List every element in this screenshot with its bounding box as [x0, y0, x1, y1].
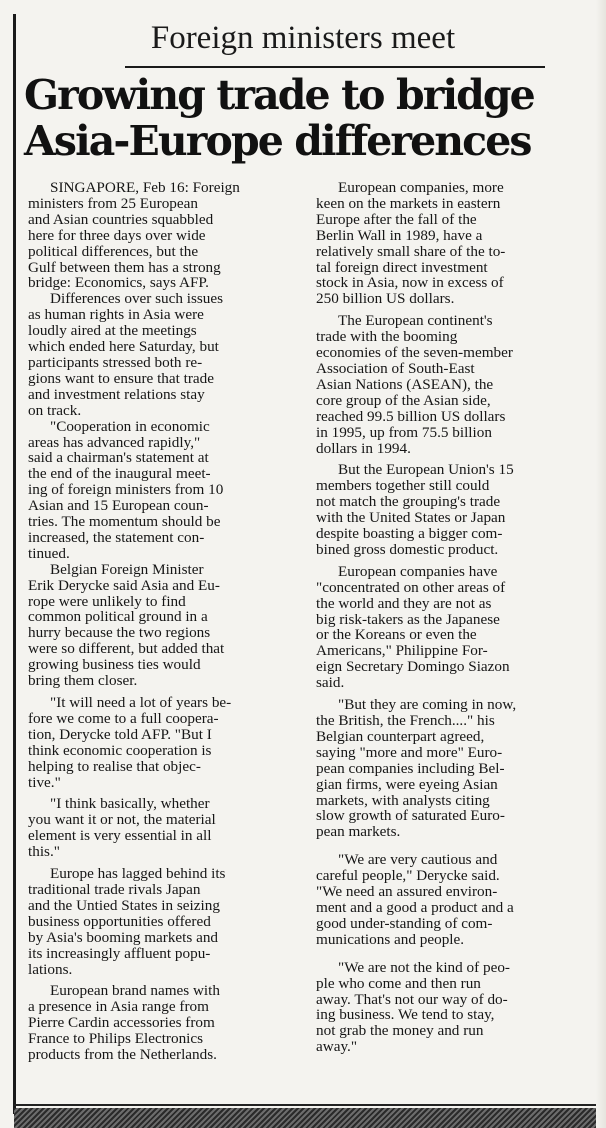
- article-line: ing business. We tend to stay,: [316, 1006, 495, 1024]
- article-paragraph: [28, 180, 296, 291]
- article-line: "We are not the kind of peo-: [338, 958, 510, 976]
- article-line: the British, the French...." his: [316, 712, 495, 729]
- article-paragraph: [316, 960, 586, 1055]
- article-line: Erik Derycke said Asia and Eu-: [28, 576, 220, 594]
- article-paragraph: [316, 697, 586, 840]
- article-line: rope were unlikely to find: [28, 592, 186, 610]
- article-line: pean markets.: [316, 823, 401, 841]
- article-line: slow growth of saturated Euro-: [316, 807, 505, 825]
- article-line: away. That's not our way of do-: [316, 990, 508, 1008]
- article-line: tal foreign direct investment: [316, 258, 488, 276]
- article-line: which ended here Saturday, but: [28, 338, 219, 356]
- article-line: The European continent's: [338, 312, 493, 330]
- article-line: careful people," Derycke said.: [316, 867, 500, 885]
- article-line: as human rights in Asia were: [28, 306, 204, 324]
- article-line: Differences over such issues: [50, 290, 224, 308]
- article-line: said a chairman's statement at: [28, 449, 209, 467]
- article-line: "It will need a lot of years be-: [50, 694, 232, 711]
- article-paragraph: [28, 419, 296, 562]
- article-line: and investment relations stay: [28, 385, 205, 403]
- article-line: Pierre Cardin accessories from: [28, 1014, 215, 1032]
- article-line: away.": [316, 1038, 358, 1056]
- article-line: not grab the money and run: [316, 1022, 484, 1040]
- article-line: think economic cooperation is: [28, 741, 212, 759]
- page-edge-shadow: [596, 0, 606, 1128]
- article-line: with the United States or Japan: [316, 509, 506, 527]
- article-line: "I think basically, whether: [50, 795, 210, 813]
- article-line: eign Secretary Domingo Siazon: [316, 658, 510, 676]
- article-line: here for three days over wide: [28, 226, 206, 244]
- article-line: European brand names with: [50, 982, 220, 1000]
- article-line: "We are very cautious and: [338, 851, 498, 869]
- article-line: loudly aired at the meetings: [28, 322, 197, 340]
- main-headline: [24, 72, 596, 164]
- article-column-left: [28, 180, 296, 1063]
- article-line: saying "more and more" Euro-: [316, 743, 503, 761]
- paragraph-gap: [316, 948, 586, 960]
- article-line: increased, the statement con-: [28, 528, 205, 546]
- article-line: Belgian Foreign Minister: [50, 560, 204, 578]
- article-line: economies of the seven-member: [316, 344, 513, 362]
- article-line: products from the Netherlands.: [28, 1046, 217, 1064]
- article-paragraph: [28, 562, 296, 689]
- article-line: ministers from 25 European: [28, 194, 198, 212]
- article-line: Belgian counterpart agreed,: [316, 727, 485, 745]
- article-line: Association of South-East: [316, 359, 475, 377]
- article-paragraph: [28, 796, 296, 860]
- article-line: bridge: Economics, says AFP.: [28, 274, 209, 292]
- article-line: Asian and 15 European coun-: [28, 497, 209, 515]
- article-line: ment and a good a product and a: [316, 898, 514, 916]
- headline-line-2: Asia-Europe differences: [24, 117, 531, 165]
- article-line: bined gross domestic product.: [316, 540, 499, 558]
- article-line: by Asia's booming markets and: [28, 928, 219, 946]
- article-paragraph: [316, 852, 586, 947]
- article-line: said.: [316, 674, 345, 692]
- article-line: or the Koreans or even the: [316, 626, 477, 644]
- article-line: munications and people.: [316, 930, 465, 948]
- article-line: Europe has lagged behind its: [50, 865, 226, 883]
- bottom-rule: [14, 1104, 606, 1106]
- article-line: traditional trade rivals Japan: [28, 880, 201, 898]
- article-line: Berlin Wall in 1989, have a: [316, 226, 483, 244]
- article-paragraph: [316, 180, 586, 307]
- article-line: stock in Asia, now in excess of: [316, 274, 504, 292]
- article-paragraph: [316, 462, 586, 557]
- article-line: "We need an assured environ-: [316, 883, 498, 901]
- article-line: tinued.: [28, 544, 70, 562]
- article-paragraph: [316, 313, 586, 456]
- article-line: But the European Union's 15: [338, 461, 514, 479]
- bottom-pattern-band: [14, 1108, 606, 1128]
- article-line: gions want to ensure that trade: [28, 369, 214, 387]
- article-line: dollars in 1994.: [316, 439, 411, 457]
- article-line: ple who come and then run: [316, 974, 481, 992]
- article-paragraph: [28, 695, 296, 790]
- article-line: fore we come to a full coopera-: [28, 709, 219, 727]
- article-line: on track.: [28, 401, 82, 419]
- article-line: "Cooperation in economic: [50, 417, 210, 435]
- left-border-rule: [13, 14, 16, 1114]
- article-line: "But they are coming in now,: [338, 696, 517, 714]
- article-line: this.": [28, 843, 60, 861]
- article-line: helping to realise that objec-: [28, 757, 201, 775]
- article-line: trade with the booming: [316, 328, 458, 346]
- kicker-underline: [125, 66, 545, 68]
- article-column-right: [316, 180, 586, 1055]
- article-line: growing business ties would: [28, 656, 201, 674]
- article-line: Americans," Philippine For-: [316, 642, 488, 660]
- article-line: keen on the markets in eastern: [316, 194, 501, 212]
- article-line: pean companies including Bel-: [316, 759, 505, 777]
- article-line: good under-standing of com-: [316, 914, 493, 932]
- article-line: Asian Nations (ASEAN), the: [316, 375, 494, 393]
- article-line: a presence in Asia range from: [28, 998, 209, 1016]
- article-line: and the Untied States in seizing: [28, 896, 220, 914]
- article-line: lations.: [28, 960, 73, 978]
- article-line: core group of the Asian side,: [316, 391, 491, 409]
- article-line: the end of the inaugural meet-: [28, 465, 211, 483]
- article-line: reached 99.5 billion US dollars: [316, 407, 506, 425]
- article-paragraph: [316, 564, 586, 691]
- article-line: "concentrated on other areas of: [316, 578, 506, 596]
- article-line: tive.": [28, 773, 61, 791]
- article-line: not match the grouping's trade: [316, 493, 501, 511]
- article-line: the world and they are not as: [316, 594, 492, 612]
- article-line: big risk-takers as the Japanese: [316, 610, 500, 628]
- article-line: European companies have: [338, 562, 498, 580]
- article-line: business opportunities offered: [28, 912, 211, 930]
- article-line: Europe after the fall of the: [316, 210, 477, 228]
- article-line: SINGAPORE, Feb 16: Foreign: [50, 179, 240, 196]
- article-line: hurry because the two regions: [28, 624, 211, 642]
- article-line: 250 billion US dollars.: [316, 290, 455, 308]
- article-line: tion, Derycke told AFP. "But I: [28, 725, 212, 743]
- article-line: areas has advanced rapidly,": [28, 433, 201, 451]
- article-line: common political ground in a: [28, 608, 208, 626]
- article-line: political differences, but the: [28, 242, 199, 260]
- article-paragraph: [28, 866, 296, 977]
- article-line: France to Philips Electronics: [28, 1030, 204, 1048]
- article-line: tries. The momentum should be: [28, 513, 221, 531]
- article-line: despite boasting a bigger com-: [316, 525, 503, 543]
- article-line: relatively small share of the to-: [316, 242, 506, 260]
- article-paragraph: [28, 291, 296, 418]
- article-line: members together still could: [316, 477, 490, 495]
- article-line: Gulf between them has a strong: [28, 258, 221, 276]
- kicker-headline: Foreign ministers meet: [150, 20, 456, 56]
- headline-line-1: Growing trade to bridge: [24, 71, 534, 119]
- article-paragraph: [28, 983, 296, 1063]
- article-line: gian firms, were eyeing Asian: [316, 775, 498, 793]
- article-line: were so different, but added that: [28, 640, 225, 658]
- article-line: and Asian countries squabbled: [28, 210, 214, 228]
- article-line: European companies, more: [338, 179, 504, 196]
- article-line: participants stressed both re-: [28, 353, 203, 371]
- article-line: element is very essential in all: [28, 827, 212, 845]
- article-line: in 1995, up from 75.5 billion: [316, 423, 492, 441]
- article-line: bring them closer.: [28, 672, 138, 690]
- article-line: ing of foreign ministers from 10: [28, 481, 224, 499]
- article-line: its increasingly affluent popu-: [28, 944, 211, 962]
- article-line: markets, with analysts citing: [316, 791, 490, 809]
- article-line: you want it or not, the material: [28, 811, 216, 829]
